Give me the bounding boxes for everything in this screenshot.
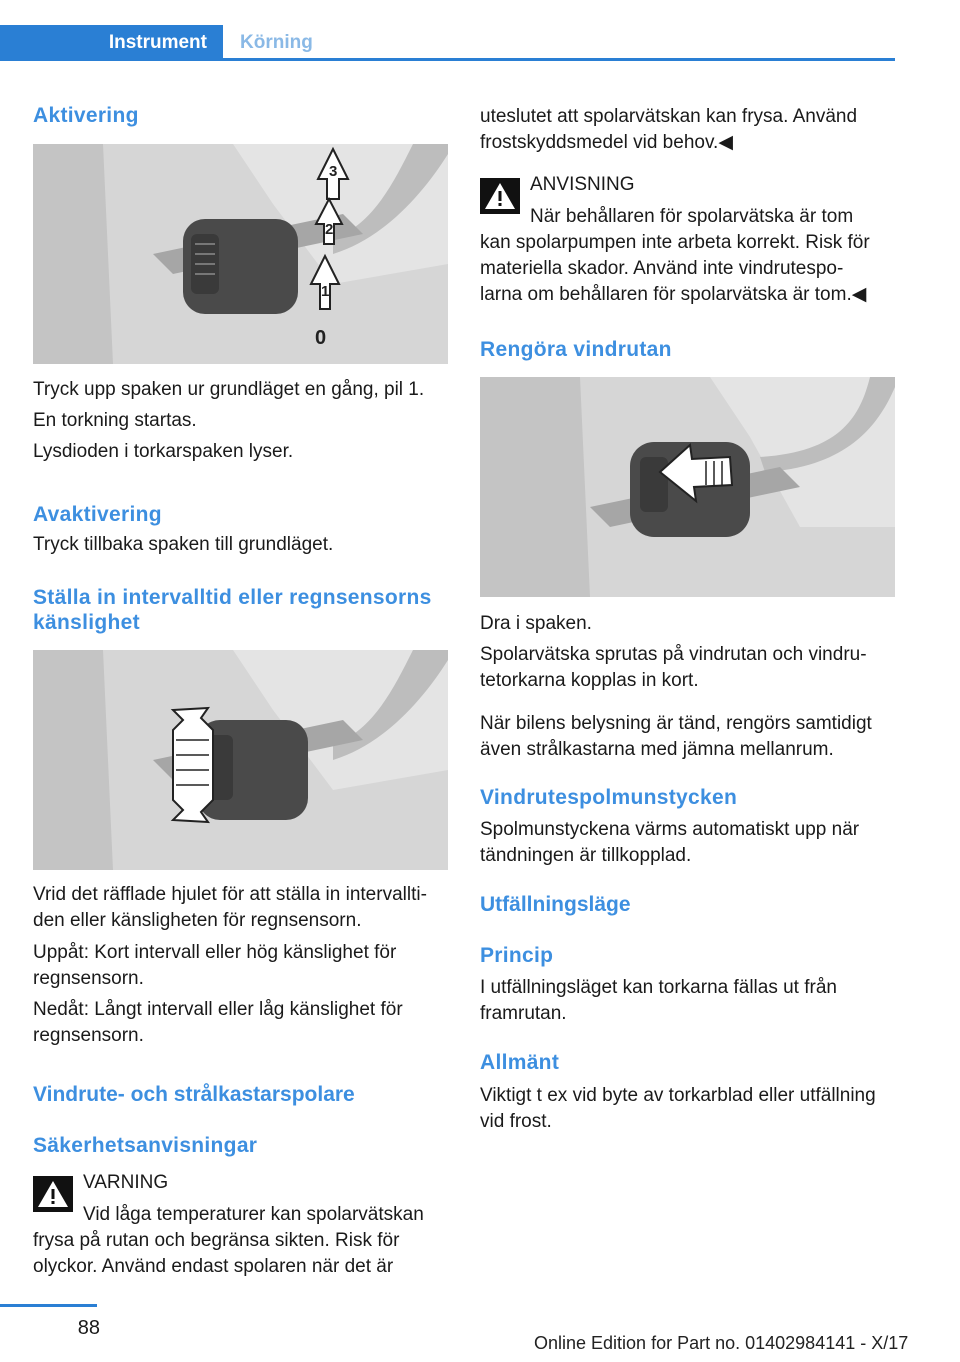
text-princip-2: framrutan. xyxy=(480,1003,567,1024)
text-spolarvatska-1: Spolarvätska sprutas på vindrutan och vindru‐ xyxy=(480,644,867,665)
tab-instrument[interactable]: Instrument xyxy=(0,25,223,61)
figure-wiper-stalk-activation xyxy=(33,144,448,364)
warning-text-1: Vid låga temperaturer kan spolarvätskan xyxy=(83,1204,424,1225)
heading-rengora-vindrutan: Rengöra vindrutan xyxy=(480,338,672,361)
fig1-label-1: 1 xyxy=(321,283,330,300)
fig1-label-0: 0 xyxy=(315,327,327,349)
header-tabbar xyxy=(0,25,895,61)
text-spolmunstycken-1: Spolmunstyckena värms automatiskt upp när xyxy=(480,819,860,840)
warning-text-2: frysa på rutan och begränsa sikten. Risk för xyxy=(33,1230,400,1251)
text-vrid-2: den eller känsligheten för regnsensorn. xyxy=(33,910,362,931)
note-text-2: kan spolarpumpen inte arbeta korrekt. Risk för xyxy=(480,232,870,253)
text-aktivering-2: En torkning startas. xyxy=(33,410,197,431)
note-title: ANVISNING xyxy=(530,174,635,195)
heading-utfallningslage: Utfällningsläge xyxy=(480,893,631,916)
text-nedat-1: Nedåt: Långt intervall eller låg känslighet för xyxy=(33,999,403,1020)
heading-princip: Princip xyxy=(480,944,554,967)
caution-icon xyxy=(480,178,520,214)
page-number: 88 xyxy=(77,1317,100,1339)
text-princip-1: I utfällningsläget kan torkarna fällas ut från xyxy=(480,977,837,998)
heading-avaktivering: Avaktivering xyxy=(33,503,162,526)
text-spolarvatska-2: tetorkarna kopplas in kort. xyxy=(480,670,699,691)
warning-icon xyxy=(33,1176,73,1212)
text-aktivering-3: Lysdioden i torkarspaken lyser. xyxy=(33,441,294,462)
text-uteslutet-1: uteslutet att spolarvätskan kan frysa. Använd xyxy=(480,106,858,127)
text-uteslutet-2: frostskyddsmedel vid behov.◀ xyxy=(480,132,733,153)
text-uppat-2: regnsensorn. xyxy=(33,968,144,989)
text-aktivering-1: Tryck upp spaken ur grundläget en gång, pil 1. xyxy=(33,379,425,400)
tab-korning[interactable]: Körning xyxy=(240,32,313,53)
text-uppat-1: Uppåt: Kort intervall eller hög känslighet för xyxy=(33,942,397,963)
warning-text-3: olyckor. Använd endast spolaren när det är xyxy=(33,1256,394,1277)
text-avaktivering: Tryck tillbaka spaken till grundläget. xyxy=(33,534,334,555)
heading-vindrutespolmunstycken: Vindrutespolmunstycken xyxy=(480,786,738,809)
text-allmant-1: Viktigt t ex vid byte av torkarblad eller utfällning xyxy=(480,1085,876,1106)
heading-aktivering: Aktivering xyxy=(33,104,139,127)
text-spolmunstycken-2: tändningen är tillkopplad. xyxy=(480,845,692,866)
text-dra-i-spaken: Dra i spaken. xyxy=(480,613,592,634)
header-rule xyxy=(0,58,895,61)
figure-wiper-wheel xyxy=(33,650,448,870)
edition-text: Online Edition for Part no. 01402984141 - X/17 xyxy=(534,1333,909,1353)
fig1-label-2: 2 xyxy=(325,221,334,238)
text-vrid-1: Vrid det räfflade hjulet för att ställa in intervallti‐ xyxy=(33,884,427,905)
heading-allmant: Allmänt xyxy=(480,1051,560,1074)
figure-wiper-pull xyxy=(480,377,895,597)
text-belysning-2: även strålkastarna med jämna mellanrum. xyxy=(480,739,834,760)
note-text-1: När behållaren för spolarvätska är tom xyxy=(530,206,854,227)
note-text-3: materiella skador. Använd inte vindrutespo‐ xyxy=(480,258,844,279)
text-belysning-1: När bilens belysning är tänd, rengörs samtidigt xyxy=(480,713,872,734)
warning-title: VARNING xyxy=(83,1172,169,1193)
heading-stalla-in-1: Ställa in intervalltid eller regnsensorns xyxy=(33,586,432,609)
note-text-4: larna om behållaren för spolarvätska är tom.◀ xyxy=(480,284,867,305)
heading-stalla-in-2: känslighet xyxy=(33,611,140,634)
text-nedat-2: regnsensorn. xyxy=(33,1025,144,1046)
heading-sakerhetsanvisningar: Säkerhetsanvisningar xyxy=(33,1134,258,1157)
heading-vindrute-stralkastarspolare: Vindrute- och strålkastarspolare xyxy=(33,1083,355,1106)
fig1-label-3: 3 xyxy=(329,163,338,180)
text-allmant-2: vid frost. xyxy=(480,1111,552,1132)
footer-rule xyxy=(0,1304,97,1307)
